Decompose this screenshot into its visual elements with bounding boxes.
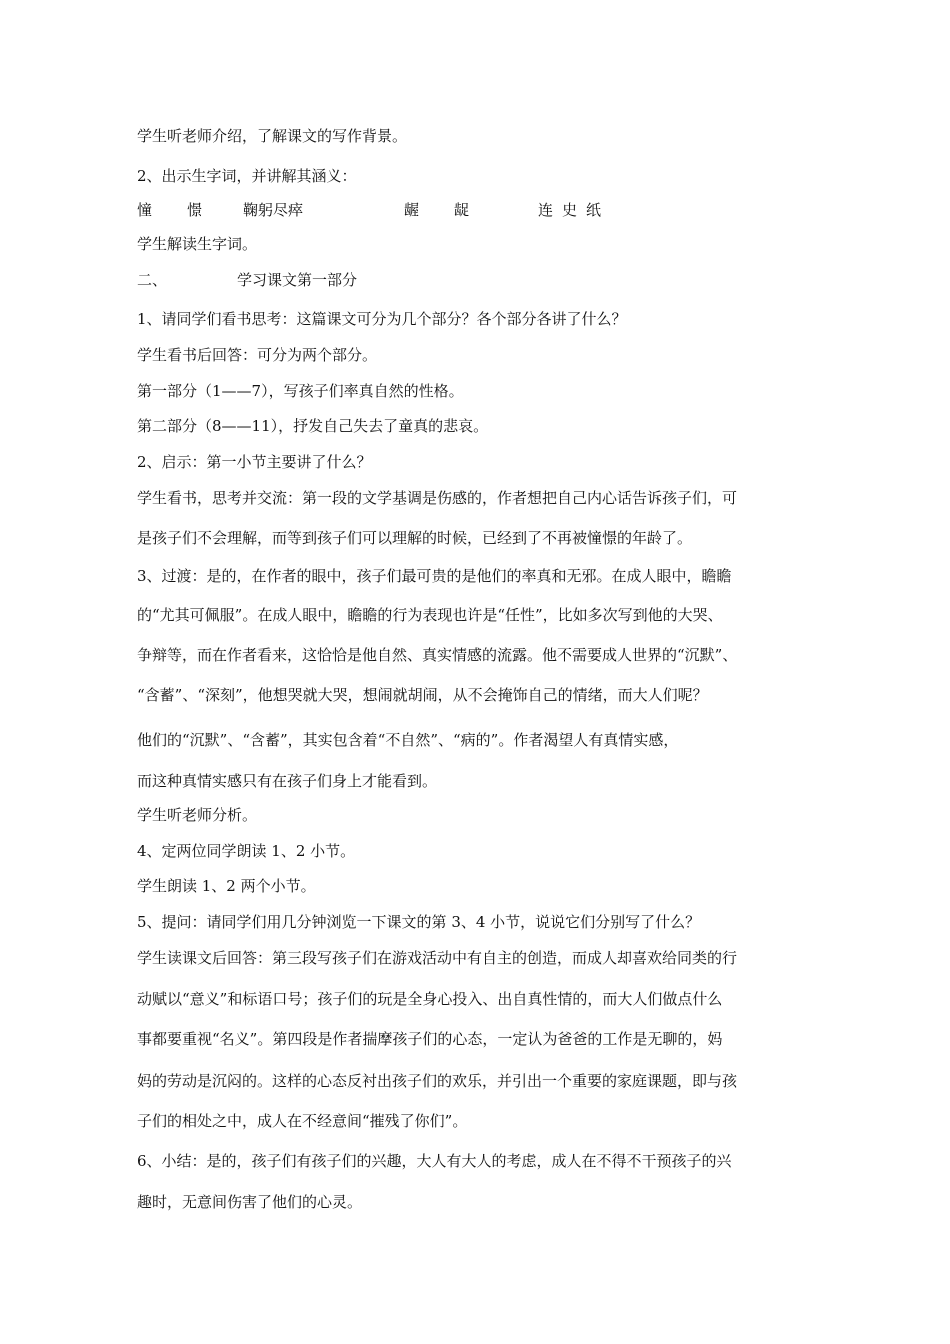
text-line: 4、定两位同学朗读 1、2 小节。	[137, 842, 356, 860]
vocab-row	[137, 200, 817, 220]
vocab-word: 纸	[586, 201, 602, 219]
section-title: 学习课文第一部分	[237, 271, 358, 289]
vocab-word: 憬	[187, 201, 203, 219]
text-line: 妈的劳动是沉闷的。这样的心态反衬出孩子们的欢乐，并引出一个重要的家庭课题，即与孩	[137, 1072, 738, 1090]
text-line: 学生朗读 1、2 两个小节。	[137, 877, 316, 895]
text-line: 5、提问：请同学们用几分钟浏览一下课文的第 3、4 小节，说说它们分别写了什么？	[137, 913, 701, 931]
text-line: 而这种真情实感只有在孩子们身上才能看到。	[137, 772, 438, 790]
vocab-word: 龌	[404, 201, 420, 219]
text-line: 子们的相处之中，成人在不经意间“摧残了你们”。	[137, 1112, 468, 1130]
text-line: 2、启示：第一小节主要讲了什么？	[137, 453, 372, 471]
text-line: 6、小结：是的，孩子们有孩子们的兴趣，大人有大人的考虑，成人在不得不干预孩子的兴	[137, 1152, 732, 1170]
vocab-word: 鞠躬尽瘁	[243, 201, 304, 219]
text-line: 争辩等，而在作者看来，这恰恰是他自然、真实情感的流露。他不需要成人世界的“沉默”、	[137, 646, 738, 664]
vocab-word: 连	[538, 201, 554, 219]
text-line: 第一部分（1——7），写孩子们率真自然的性格。	[137, 382, 464, 400]
text-line: 的“尤其可佩服”。在成人眼中，瞻瞻的行为表现也许是“任性”，比如多次写到他的大哭、	[137, 606, 723, 624]
vocab-word: 史	[562, 201, 578, 219]
text-line: 事都要重视“名义”。第四段是作者揣摩孩子们的心态，一定认为爸爸的工作是无聊的，妈	[137, 1030, 723, 1048]
text-line: 动赋以“意义”和标语口号；孩子们的玩是全身心投入、出自真性情的，而大人们做点什么	[137, 990, 723, 1008]
text-line: 学生听老师介绍，了解课文的写作背景。	[137, 127, 408, 145]
text-line: 是孩子们不会理解，而等到孩子们可以理解的时候，已经到了不再被憧憬的年龄了。	[137, 529, 693, 547]
text-line: 3、过渡：是的，在作者的眼中，孩子们最可贵的是他们的率真和无邪。在成人眼中，瞻瞻	[137, 567, 732, 585]
text-line: 学生解读生字词。	[137, 235, 258, 253]
text-line: 他们的“沉默”、“含蓄”，其实包含着“不自然”、“病的”。作者渴望人有真情实感，	[137, 731, 679, 749]
text-line: “含蓄”、“深刻”，他想哭就大哭，想闹就胡闹，从不会掩饰自己的情绪，而大人们呢？	[137, 686, 708, 704]
text-line: 第二部分（8——11），抒发自己失去了童真的悲哀。	[137, 417, 489, 435]
text-line: 2、出示生字词，并讲解其涵义：	[137, 167, 357, 185]
text-line: 1、请同学们看书思考：这篇课文可分为几个部分？各个部分各讲了什么？	[137, 310, 627, 328]
text-line: 学生看书，思考并交流：第一段的文学基调是伤感的，作者想把自己内心话告诉孩子们，可	[137, 489, 738, 507]
text-line: 学生看书后回答：可分为两个部分。	[137, 346, 378, 364]
text-line: 趣时，无意间伤害了他们的心灵。	[137, 1193, 363, 1211]
text-line: 学生读课文后回答：第三段写孩子们在游戏活动中有自主的创造，而成人却喜欢给同类的行	[137, 949, 738, 967]
section-heading	[137, 270, 817, 290]
vocab-word: 憧	[137, 201, 153, 219]
vocab-word: 龊	[454, 201, 470, 219]
section-number: 二、	[137, 271, 168, 289]
text-line: 学生听老师分析。	[137, 806, 258, 824]
